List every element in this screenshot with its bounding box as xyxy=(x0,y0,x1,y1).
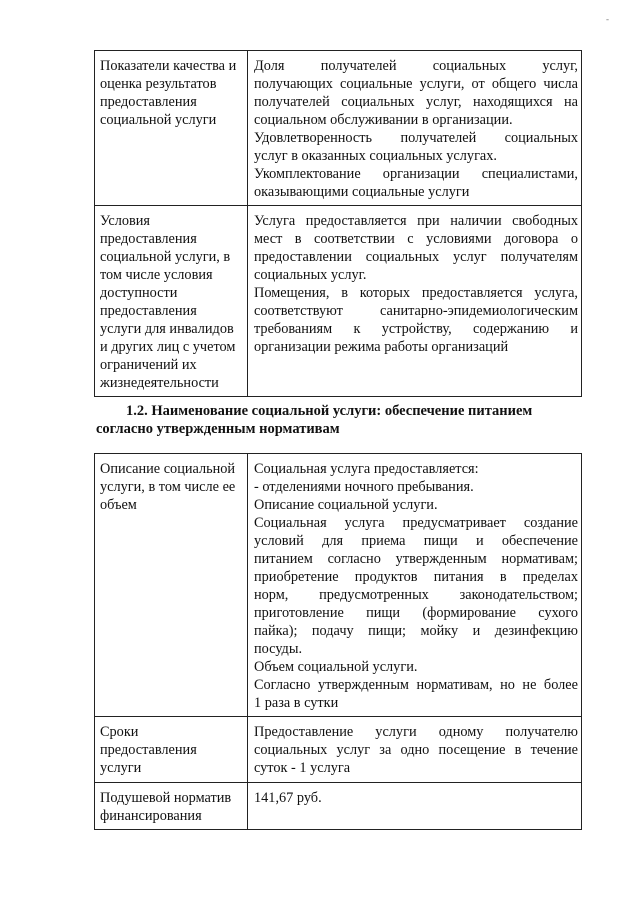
service-details-table-2 xyxy=(94,453,582,830)
text-line: социальных услуг. xyxy=(254,267,367,283)
text-line: Сроки xyxy=(100,724,139,740)
page-corner-mark: - xyxy=(606,14,609,24)
text-line: предоставлении социальных услуг получателям xyxy=(254,249,578,265)
text-line: пайка); подачу пищи; мойку и дезинфекцию xyxy=(254,623,578,639)
text-line: приготовление пищи (формирование сухого xyxy=(254,605,578,621)
text-line: приобретение продуктов питания в пределах xyxy=(254,569,578,585)
text-line: Согласно утвержденным нормативам, но не более xyxy=(254,677,578,693)
row-value-cell xyxy=(248,51,582,206)
table-row-per-capita-funding xyxy=(95,783,582,830)
text-line: Социальная услуга предусматривает создание xyxy=(254,515,578,531)
text-line: предоставления xyxy=(100,231,197,247)
text-line: финансирования xyxy=(100,808,202,824)
service-details-table-1 xyxy=(94,50,582,397)
row-value-cell xyxy=(248,783,582,830)
text-line: норм, предусмотренных законодательством; xyxy=(254,587,578,603)
row-label-cell xyxy=(95,454,248,717)
text-line: мест в соответствии с условиями договора о xyxy=(254,231,578,247)
section-heading-1-2 xyxy=(96,402,582,438)
text-line: предоставления xyxy=(100,303,197,319)
text-line: доступности xyxy=(100,285,178,301)
text-line: Подушевой норматив xyxy=(100,790,232,806)
text-line: Удовлетворенность получателей социальных xyxy=(254,130,578,146)
text-line: услуги xyxy=(100,760,142,776)
text-line: услуги для инвалидов xyxy=(100,321,234,337)
row-label-cell xyxy=(95,717,248,783)
row-value-cell xyxy=(248,717,582,783)
text-line: социальном обслуживании в организации. xyxy=(254,112,513,128)
table-row-provision-conditions xyxy=(95,206,582,397)
text-line: Помещения, в которых предоставляется услуга, xyxy=(254,285,578,301)
text-line: соответствуют санитарно-эпидемиологическим xyxy=(254,303,578,319)
text-line: Укомплектование организации специалистами, xyxy=(254,166,578,182)
text-line: требованиям к устройству, содержанию и xyxy=(254,321,578,337)
text-line: питанием согласно утвержденным нормативам; xyxy=(254,551,578,567)
text-line: объем xyxy=(100,497,137,513)
text-line: социальной услуги, в xyxy=(100,249,231,265)
table-row-service-description xyxy=(95,454,582,717)
row-label-cell xyxy=(95,783,248,830)
text-line: том числе условия xyxy=(100,267,213,283)
table-row-service-terms xyxy=(95,717,582,783)
text-line: и других лиц с учетом xyxy=(100,339,236,355)
row-value-cell xyxy=(248,454,582,717)
text-line: Доля получателей социальных услуг, xyxy=(254,58,578,74)
text-line: согласно утвержденным нормативам xyxy=(96,421,340,437)
text-line: социальной услуги xyxy=(100,112,217,128)
text-line: Предоставление услуги одному получателю xyxy=(254,724,578,740)
text-line: 141,67 руб. xyxy=(254,790,322,806)
text-line: Услуга предоставляется при наличии свободных xyxy=(254,213,578,229)
text-line: 1 раза в сутки xyxy=(254,695,339,711)
text-line: организации режима работы организаций xyxy=(254,339,509,355)
row-label-cell xyxy=(95,206,248,397)
text-line: Социальная услуга предоставляется: xyxy=(254,461,479,477)
text-line: услуг в оказанных социальных услугах. xyxy=(254,148,497,164)
text-line: Описание социальной услуги. xyxy=(254,497,438,513)
text-line: суток - 1 услуга xyxy=(254,760,351,776)
row-label-cell xyxy=(95,51,248,206)
text-line: оценка результатов xyxy=(100,76,217,92)
text-line: услуги, в том числе ее xyxy=(100,479,236,495)
text-line: Объем социальной услуги. xyxy=(254,659,418,675)
text-line: предоставления xyxy=(100,742,197,758)
table-row-quality-indicators xyxy=(95,51,582,206)
text-line: Условия xyxy=(100,213,151,229)
text-line: социальных услуг за одно посещение в течение xyxy=(254,742,578,758)
row-value-cell xyxy=(248,206,582,397)
text-line: условий для приема пищи и обеспечение xyxy=(254,533,578,549)
text-line: 1.2. Наименование социальной услуги: обеспечение питанием xyxy=(126,403,533,419)
text-line: ограничений их xyxy=(100,357,197,373)
text-line: посуды. xyxy=(254,641,303,657)
text-line: Показатели качества и xyxy=(100,58,237,74)
text-line: - отделениями ночного пребывания. xyxy=(254,479,474,495)
text-line: жизнедеятельности xyxy=(100,375,219,391)
text-line: получателей социальных услуг, находящихся на xyxy=(254,94,578,110)
text-line: оказывающими социальные услуги xyxy=(254,184,470,200)
text-line: предоставления xyxy=(100,94,197,110)
text-line: Описание социальной xyxy=(100,461,236,477)
text-line: получающих социальные услуги, от общего числа xyxy=(254,76,578,92)
